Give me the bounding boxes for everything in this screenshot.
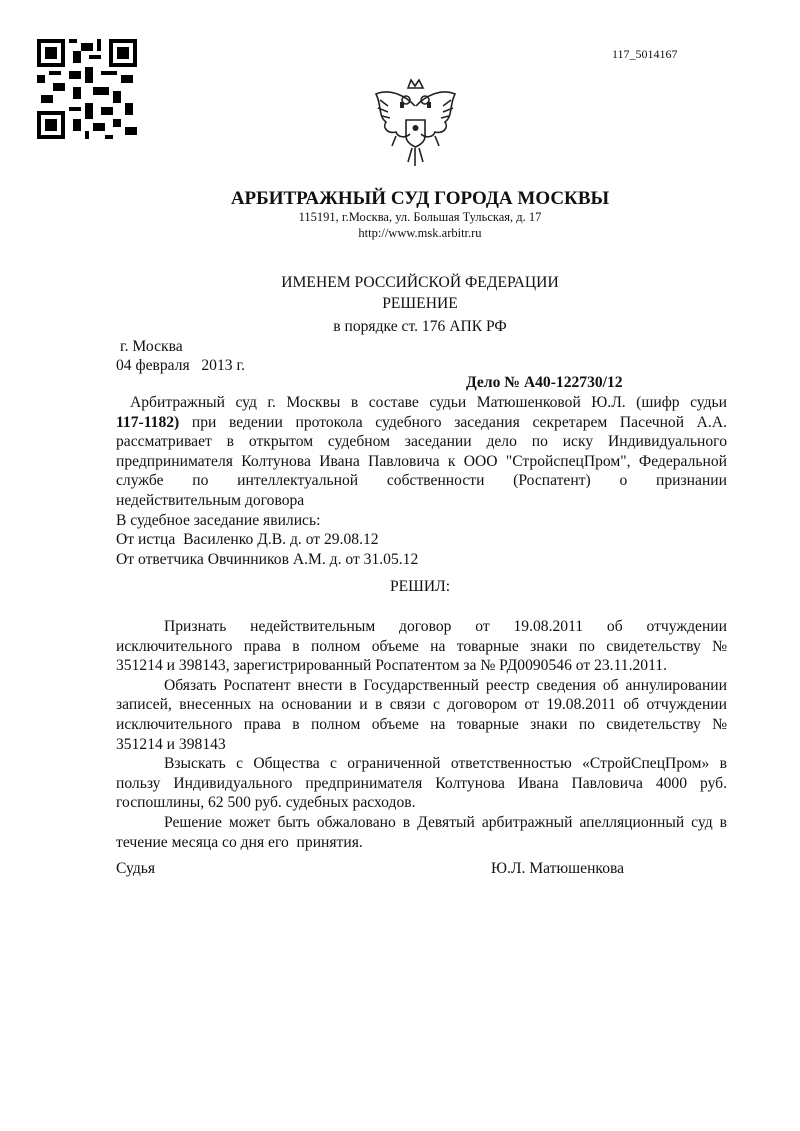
decision-heading: РЕШЕНИЕ <box>382 295 458 312</box>
ruling-paragraph-4 <box>116 813 727 852</box>
text-line: пользу Индивидуального предпринимателя Колтунова Ивана Павловича 4000 руб. <box>116 774 727 792</box>
text-span: при ведении протокола судебного заседания секретарем Пасечной А.А. <box>179 413 727 431</box>
resolved-heading: РЕШИЛ: <box>389 578 451 595</box>
text-line: течение месяца со дня его принятия. <box>116 833 363 851</box>
procedure-note: в порядке ст. 176 АПК РФ <box>333 318 507 335</box>
text-line: В судебное заседание явились: <box>116 511 321 529</box>
text-line: предпринимателя Колтунова Ивана Павловича к ООО "СтройспецПром", Федеральной <box>116 452 727 470</box>
ruling-section <box>116 617 727 852</box>
text-line: Признать недействительным договор от 19.08.2011 об отчуждении <box>164 618 727 635</box>
qr-code <box>37 38 137 140</box>
text-line: записей, внесенных на основании и в связи с договором от 19.08.2011 об отчуждении <box>116 696 727 714</box>
text-line: От истца Василенко Д.В. д. от 29.08.12 <box>116 531 379 549</box>
signature-name: Ю.Л. Матюшенкова <box>491 860 625 877</box>
text-line: Решение может быть обжаловано в Девятый арбитражный апелляционный суд в <box>164 813 727 831</box>
text-line: службе по интеллектуальной собственности (Роспатент) о признании <box>116 472 727 490</box>
signature-role: Судья <box>116 860 156 877</box>
case-number: Дело № А40-122730/12 <box>466 374 623 391</box>
text-line: Арбитражный суд г. Москвы в составе судьи Матюшенковой Ю.Л. (шифр судьи <box>130 394 727 411</box>
ruling-paragraph-3 <box>116 754 727 813</box>
text-line: рассматривает в открытом судебном заседании дело по иску Индивидуального <box>116 433 727 451</box>
text-line: Обязать Роспатент внести в Государственный реестр сведения об аннулировании <box>164 676 727 694</box>
in-name-heading: ИМЕНЕМ РОССИЙСКОЙ ФЕДЕРАЦИИ <box>281 274 559 291</box>
ruling-paragraph-2 <box>116 676 727 754</box>
text-line: госпошлины, 62 500 руб. судебных расходов. <box>116 794 416 812</box>
text-line <box>116 413 727 433</box>
text-line: исключительного права в полном объеме на товарные знаки по свидетельству № <box>116 715 727 733</box>
text-line: 351214 и 398143, зарегистрированный Роспатентом за № РД0090546 от 23.11.2011. <box>116 657 667 675</box>
judge-code: 117-1182) <box>116 413 180 431</box>
document-code: 117_5014167 <box>612 47 678 61</box>
text-line: Взыскать с Общества с ограниченной ответственностью «СтройСпецПром» в <box>164 755 727 773</box>
coat-of-arms-emblem <box>368 76 463 168</box>
text-line: исключительного права в полном объеме на товарные знаки по свидетельству № <box>116 637 727 655</box>
court-address: 115191, г.Москва, ул. Большая Тульская, д. 17 <box>298 210 542 224</box>
court-website: http://www.msk.arbitr.ru <box>358 226 482 240</box>
ruling-paragraph-1 <box>116 617 727 676</box>
text-line: 351214 и 398143 <box>116 735 226 753</box>
decision-date: 04 февраля 2013 г. <box>116 357 246 374</box>
court-name: АРБИТРАЖНЫЙ СУД ГОРОДА МОСКВЫ <box>230 188 610 209</box>
text-line: недействительным договора <box>116 491 305 509</box>
place: г. Москва <box>120 338 183 355</box>
text-line: От ответчика Овчинников А.М. д. от 31.05.12 <box>116 550 419 568</box>
intro-paragraph <box>116 393 727 569</box>
